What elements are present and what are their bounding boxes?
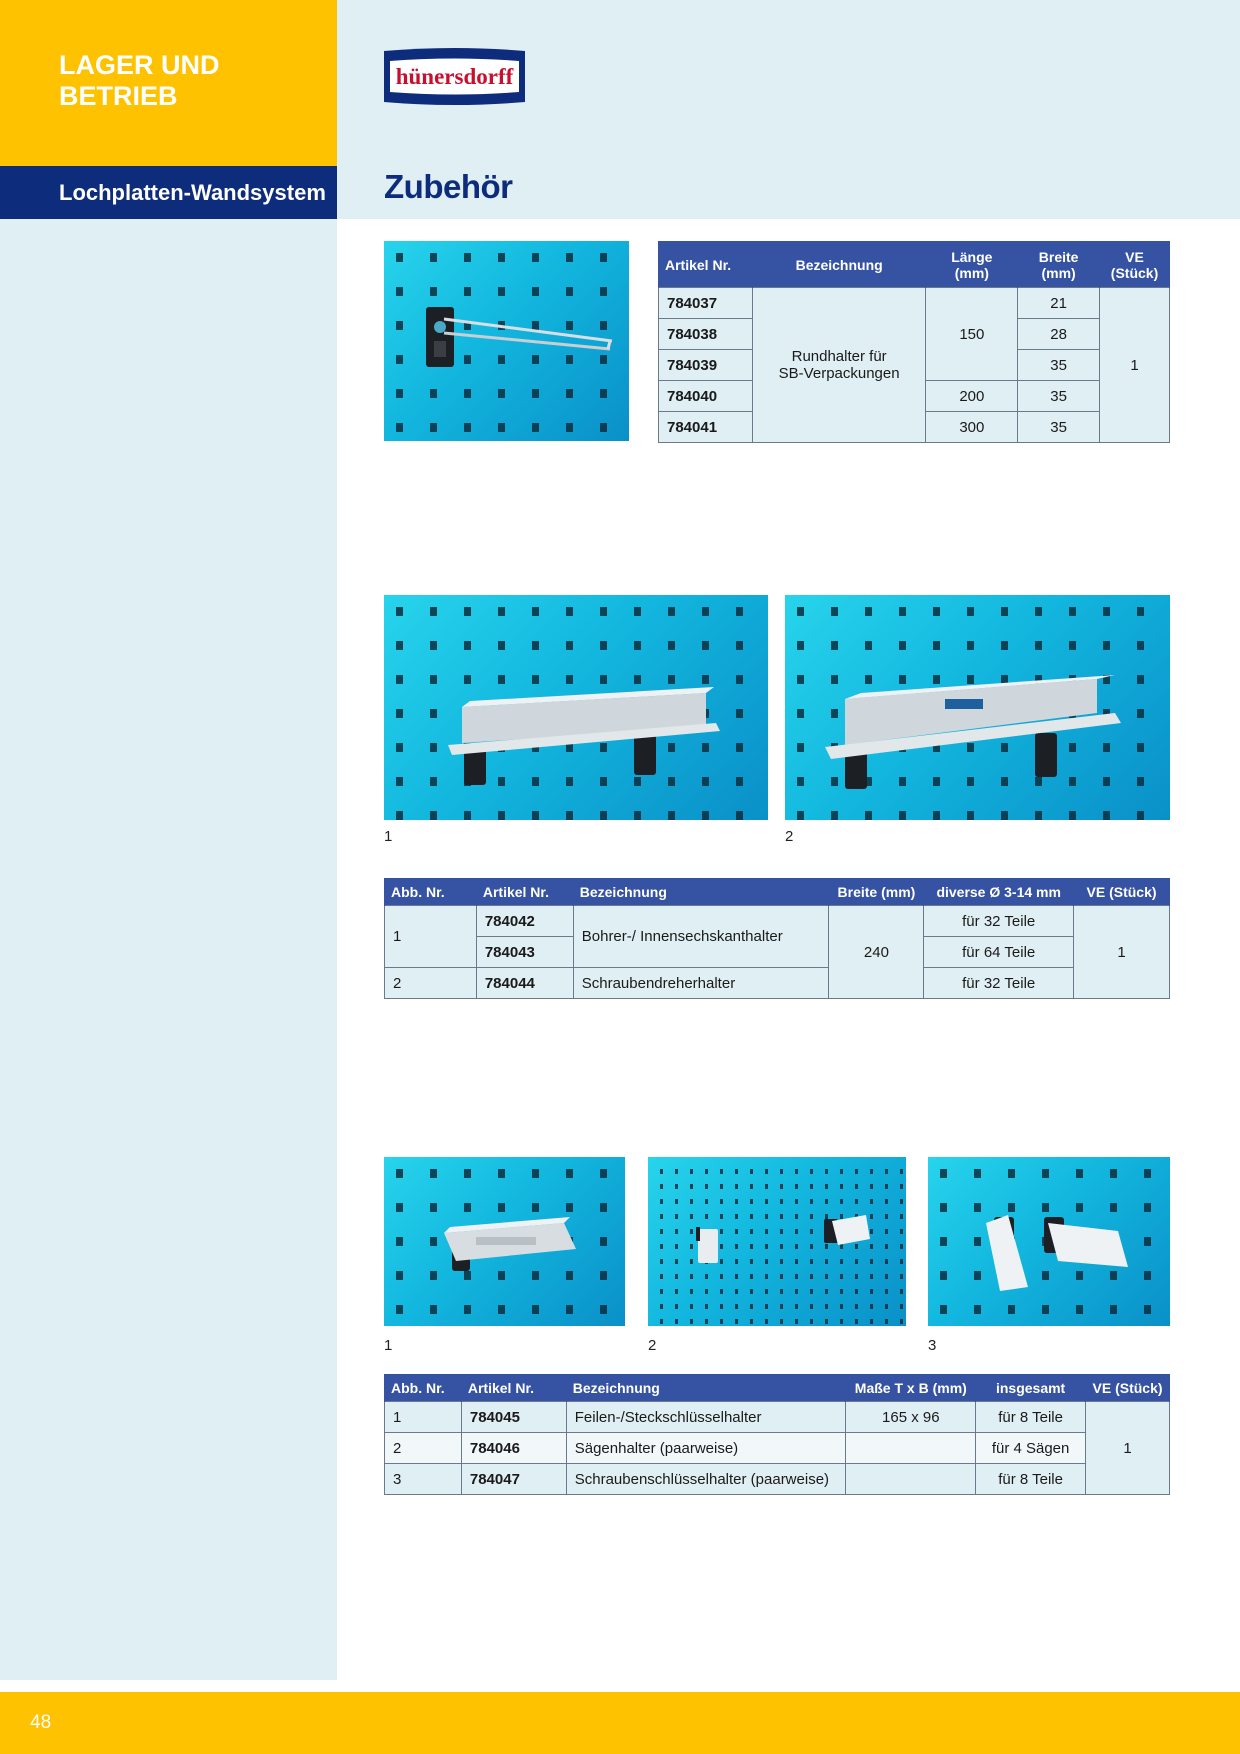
product-photo-bohrerhalter xyxy=(384,595,768,820)
photo-caption-2: 2 xyxy=(785,828,794,845)
footer-bar xyxy=(0,1692,1240,1754)
table-row: 784039 35 xyxy=(659,350,1170,381)
section-title: LAGER UND BETRIEB xyxy=(59,50,220,111)
table-bohrerhalter: Abb. Nr. Artikel Nr. Bezeichnung Breite (mm) diverse Ø 3-14 mm VE (Stück) 1 784042 Bohrer-/ Innensechskanthalter 240 für 32 Teile 1 784043 für 64 Teile 2 784044 Schraubendreherhalter für 32 Teile xyxy=(384,878,1170,999)
cell-bezeichnung: Rundhalter für SB-Verpackungen xyxy=(752,288,926,443)
photo-caption-1: 1 xyxy=(384,1337,393,1354)
sidebar xyxy=(0,0,337,1680)
table-row: 784038 28 xyxy=(659,319,1170,350)
table-row: 2 784044 Schraubendreherhalter für 32 Teile xyxy=(385,968,1170,999)
col-header-artikel: Artikel Nr. xyxy=(659,242,753,288)
col-header-breite: Breite (mm) xyxy=(1018,242,1100,288)
product-photo-saegenhalter xyxy=(648,1157,906,1326)
table-row: 784043 für 64 Teile xyxy=(385,937,1170,968)
col-header-laenge: Länge (mm) xyxy=(926,242,1018,288)
table-row: 1 784045 Feilen-/Steckschlüsselhalter 165 x 96 für 8 Teile 1 xyxy=(385,1402,1170,1433)
col-header-ve: VE (Stück) xyxy=(1100,242,1170,288)
table-werkzeughalter: Abb. Nr. Artikel Nr. Bezeichnung Maße T x B (mm) insgesamt VE (Stück) 1 784045 Feilen-/Steckschlüsselhalter 165 x 96 für 8 Teile 1 2 784046 Sägenhalter (paarweise) für 4 Sägen 3 784047 Schraubenschlüsselhalter (paarweise) für 8 Teile xyxy=(384,1374,1170,1495)
table-row: 1 784042 Bohrer-/ Innensechskanthalter 240 für 32 Teile 1 xyxy=(385,906,1170,937)
col-header-bezeichnung: Bezeichnung xyxy=(752,242,926,288)
table-rundhalter xyxy=(658,241,1170,443)
page-number: 48 xyxy=(30,1712,52,1733)
product-photo-feilenhalter xyxy=(384,1157,625,1326)
subsection-title: Lochplatten-Wandsystem xyxy=(59,180,326,205)
page-heading: Zubehör xyxy=(384,168,513,205)
logo-text: hünersdorff xyxy=(395,64,514,89)
table-row: 784041 300 35 xyxy=(659,412,1170,443)
photo-caption-3: 3 xyxy=(928,1337,937,1354)
product-photo-schraubenschluesselhalter xyxy=(928,1157,1170,1326)
photo-caption-2: 2 xyxy=(648,1337,657,1354)
table-row: 784037 Rundhalter für SB-Verpackungen 150 21 1 xyxy=(659,288,1170,319)
product-photo-rundhalter xyxy=(384,241,629,441)
table-row: 2 784046 Sägenhalter (paarweise) für 4 Sägen xyxy=(385,1433,1170,1464)
brand-logo xyxy=(384,47,525,106)
product-photo-schraubendreherhalter xyxy=(785,595,1170,820)
table-row: 3 784047 Schraubenschlüsselhalter (paarweise) für 8 Teile xyxy=(385,1464,1170,1495)
photo-caption-1: 1 xyxy=(384,828,393,845)
table-row: 784040 200 35 xyxy=(659,381,1170,412)
